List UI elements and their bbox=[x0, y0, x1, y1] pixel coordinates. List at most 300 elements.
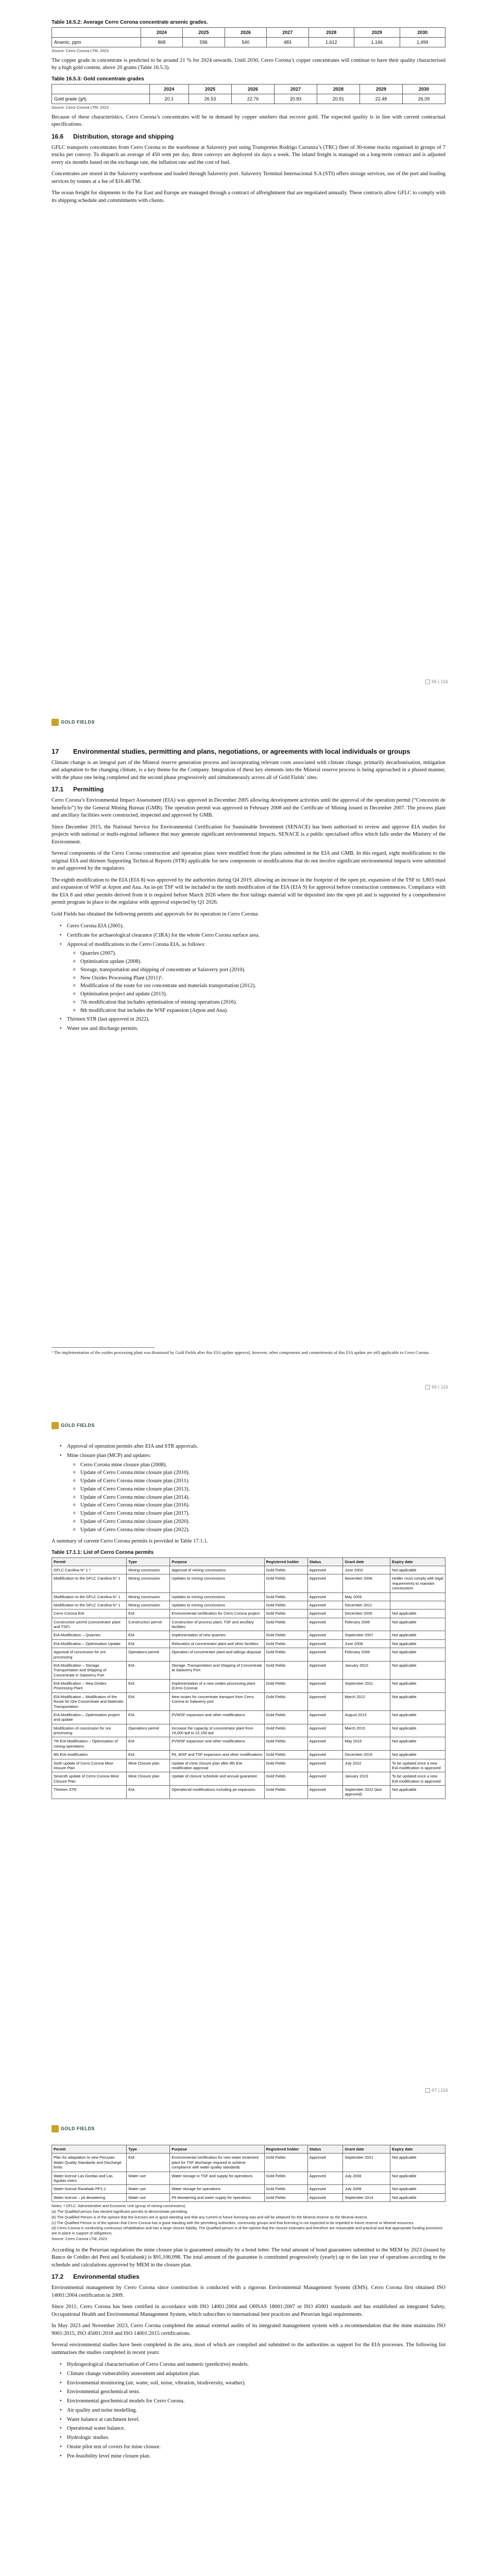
table-cell: 596 bbox=[183, 38, 225, 47]
table-cell: July 2022 bbox=[343, 1759, 390, 1772]
table-cell: EIA bbox=[127, 1710, 170, 1724]
paragraph: Several environmental studies have been completed in the area, most of which are compiled and submitted to the authorities as support for the EIA processes. The following list summarises the studies completed in recent years: bbox=[52, 2342, 445, 2355]
table-cell: Construction of process plant, TSF and ancillary facilities bbox=[170, 1618, 264, 1631]
table-cell: March 2012 bbox=[343, 1692, 390, 1710]
list-item: • Hydrogeological characterisation of Cerro Corona and numeric (predictive) models. bbox=[67, 2361, 445, 2369]
table-cell: December 2011 bbox=[343, 1601, 390, 1609]
table-header-cell: Grant date bbox=[343, 2145, 390, 2154]
table-row bbox=[52, 2154, 445, 2172]
table-cell: Operation of concentrator plant and tailings disposal bbox=[170, 1648, 264, 1662]
table-cell: 1,166 bbox=[354, 38, 400, 47]
paragraph: Climate change is an integral part of the Mineral reserve generation process and incorporating relevant costs associated with climate change, primarily decarbonisation, mitigation and adaptation to the changing climate, is a key theme for the Company. Integration of these key elements into the Mineral reserve process is being approached in a phased manner, with the phase one being completed and the second phase progressively and simultaneously across all of Gold Fields’ sites. bbox=[52, 760, 445, 781]
table-cell: Approved bbox=[307, 1710, 343, 1724]
table-row bbox=[52, 1680, 445, 1693]
table-cell: Not applicable bbox=[390, 1710, 445, 1724]
table-cell: Sixth update of Cerro Corona Mine closure Plan bbox=[52, 1759, 127, 1772]
table-cell: Gold Fields bbox=[264, 1631, 307, 1639]
table-cell: EIA bbox=[127, 1751, 170, 1759]
paragraph: The copper grade in concentrate is predicted to be around 21 % for 2024 onwards. Until 2030, Cerro Corona’s copper concentrates will continue to have their quality characterised by a high gold content, above 20 grams (Table 16.5.3). bbox=[52, 58, 445, 71]
page-4 bbox=[0, 2110, 497, 2576]
list-item: • Onsite pilot test of covers for mine closure. bbox=[67, 2443, 445, 2451]
table-cell: EIA bbox=[127, 1661, 170, 1679]
table-cell: Gold Fields bbox=[264, 2185, 307, 2193]
paragraph: Cerro Corona’s Environmental Impact Assessment (EIA) was approved in December 2005 allowing development activities until the approval of the operation permit (“Concesión de beneficio”) by the General Mining Bureau (GMB). The operation permit was approved in February 2008 and the Certificate of Mining issued in December 2007. The process plant and ancillary facilities were constructed, inspected and approved by GMB. bbox=[52, 798, 445, 819]
table-cell: 1,612 bbox=[309, 38, 354, 47]
table-cell: Gold Fields bbox=[264, 1786, 307, 1799]
sub-list-item: o Update of Cerro Corona mine closure plan (2022). bbox=[80, 1526, 445, 1534]
table-cell: Gold Fields bbox=[264, 1648, 307, 1662]
section-title: Environmental studies bbox=[73, 2273, 140, 2281]
table-cell: 7th EIA Modification – Optimisation of mining operations bbox=[52, 1737, 127, 1751]
table-cell: August 2013 bbox=[343, 1710, 390, 1724]
paragraph: The eighth modification to the EIA (EIA 8) was approved by the authorities during Q4 2019, allowing an increase in the footprint of the open pit, expansion of the TSF to 3,803 masl and expansion of WSF at Arpon and Ana. An in-pit TSF will be included in the ninth modification of the EIA (EIA 9) for approval before construction commences. Compliance with the EIA 8 and other permits derived from it is required before March 2026 where the first tailings material will be deposited into the open pit and is supported by a comprehensive permit program in place to the regulator with approval expected by Q1 2026. bbox=[52, 877, 445, 906]
permits-table bbox=[52, 1557, 445, 1799]
table-cell: Gold Fields bbox=[264, 1661, 307, 1679]
table-cell: Relocation of concentrator plant and other facilities bbox=[170, 1639, 264, 1648]
paragraph: According to the Peruvian regulations the mine closure plan is guaranteed annually by a bond letter. The total amount of bond guarantees submitted to the MEM by 2023 (issued by Banco de Crédito del Perú and Scotiabank) is $91,106,098. The total amount of the guarantee is constituted progressively (yearly) up to the last year of operations according to the schedule and calculations approved by MEM in the closure plan. bbox=[52, 2247, 445, 2268]
table-cell: 20.83 bbox=[274, 94, 317, 104]
table-header-cell: 2026 bbox=[225, 28, 266, 38]
table-cell: Approved bbox=[307, 1566, 343, 1574]
paragraph: GFLC transports concentrates from Cerro Corona to the warehouse at Salaverry port using Transportes Rodrigo Carranza’s (TRC) fleet of 30-tonne trucks organised in groups of 7 trucks per convoy. To dispatch an average of 450 wmt per day, three convoys are deployed six days a week. The inland freight is managed on a long-term contract and is adjusted every six months based on the exchange rate, the inflation rate and the cost of fuel. bbox=[52, 144, 445, 165]
sub-list-item: o 7th modification that includes optimisation of mining operations (2016). bbox=[80, 998, 445, 1007]
table-cell: Water use bbox=[127, 2185, 170, 2193]
table-row bbox=[52, 2193, 445, 2201]
table-cell: EIA Modification – Storage, Transportation and Shipping of Concentrate in Salaverry Port bbox=[52, 1661, 127, 1679]
table-cell: July 2008 bbox=[343, 2172, 390, 2185]
table-row bbox=[52, 2185, 445, 2193]
table-cell: 20.91 bbox=[317, 94, 359, 104]
table-header-cell: 2029 bbox=[354, 28, 400, 38]
table-header-cell: 2025 bbox=[189, 84, 232, 94]
table-cell: Construction permit bbox=[127, 1618, 170, 1631]
table-header-row bbox=[52, 2145, 445, 2154]
brand-mark-icon bbox=[52, 719, 59, 726]
table-cell: Mining concession bbox=[127, 1574, 170, 1592]
sub-list-item: o Optimisation update (2008). bbox=[80, 958, 445, 966]
table-header-cell: 2029 bbox=[359, 84, 402, 94]
table-cell: 868 bbox=[141, 38, 182, 47]
table-note: Source: Cerro Corona LTM, 2023 bbox=[52, 2236, 107, 2242]
table-header-cell: Expiry date bbox=[390, 1557, 445, 1566]
table-header-cell: 2030 bbox=[400, 28, 445, 38]
table-cell: June 2008 bbox=[343, 1639, 390, 1648]
table-header-cell: Type bbox=[127, 1557, 170, 1566]
table-cell: Approved bbox=[307, 1786, 343, 1799]
table-cell: EIA Modification – Optimisation Update bbox=[52, 1639, 127, 1648]
table-cell: Water license Ravelado PP1-1 bbox=[52, 2185, 127, 2193]
table-cell: Updates to mining concessions bbox=[170, 1601, 264, 1609]
table-header-cell: 2028 bbox=[309, 28, 354, 38]
arsenic-table-caption: Table 16.5.2: Average Cerro Corona concentrate arsenic grades. bbox=[52, 20, 208, 25]
list-item: • Cerro Corona EIA (2005). bbox=[67, 922, 445, 930]
table-cell: Gold Fields bbox=[264, 1618, 307, 1631]
table-cell: Not applicable bbox=[390, 1661, 445, 1679]
table-cell: EIA bbox=[127, 1737, 170, 1751]
table-cell: Not applicable bbox=[390, 1786, 445, 1799]
section-heading-16-6 bbox=[52, 133, 445, 140]
table-cell: Gold Fields bbox=[264, 2172, 307, 2185]
table-cell: May 2016 bbox=[343, 1737, 390, 1751]
table-cell: Water use bbox=[127, 2193, 170, 2201]
sub-list-item: o Update of Cerro Corona mine closure plan (2013). bbox=[80, 1485, 445, 1494]
table-cell: Approved bbox=[307, 1609, 343, 1618]
table-cell: Gold Fields bbox=[264, 1680, 307, 1693]
table-cell: Not applicable bbox=[390, 1609, 445, 1618]
section-title: Distribution, storage and shipping bbox=[73, 132, 174, 140]
table-cell: Water license – pit dewatering bbox=[52, 2193, 127, 2201]
table-header-cell: 2027 bbox=[267, 28, 309, 38]
table-cell: Pit, WSF and TSF expansion and other modifications bbox=[170, 1751, 264, 1759]
table-header-row bbox=[52, 1557, 445, 1566]
list-item: • Environmental geochemical models for Cerro Corona. bbox=[67, 2397, 445, 2405]
table-cell: Approval of concession for ore processing bbox=[52, 1648, 127, 1662]
table-cell: Environmental certification for Cerro Corona project bbox=[170, 1609, 264, 1618]
table-cell: 22.76 bbox=[231, 94, 274, 104]
section-number: 17 bbox=[52, 748, 59, 755]
table-cell: December 2005 bbox=[343, 1609, 390, 1618]
table-cell: Pit dewatering and water supply for operations bbox=[170, 2193, 264, 2201]
paragraph: Because of these characteristics, Cerro Corona’s concentrates will be in demand by copper smelters that recover gold. The expected quality is in line with current contractual specifications. bbox=[52, 114, 445, 128]
table-note: (d) Cerro Corona is conducting continuous rehabilitation and has a large closure liability. The Qualified person is of the opinion that the closure estimates and therefore are reasonable and practical and that appropriate funding provisions are in place in support of obligations. bbox=[52, 2226, 443, 2236]
table-cell: Gold Fields bbox=[264, 1566, 307, 1574]
table-row bbox=[52, 1631, 445, 1639]
list-item: • Air quality and noise modelling. bbox=[67, 2406, 445, 2415]
table-header-cell: Registered holder bbox=[264, 2145, 307, 2154]
permits-list-continued bbox=[52, 1443, 445, 1534]
page-square-icon bbox=[425, 2088, 430, 2093]
table-cell: To be updated once a new EIA modification is approved bbox=[390, 1759, 445, 1772]
table-cell: EIA Modification – New Oxides Processing Plant bbox=[52, 1680, 127, 1693]
table-cell: Gold Fields bbox=[264, 2193, 307, 2201]
page-1 bbox=[0, 0, 497, 703]
table-note: (c) The Qualified Person is of the opinion that Cerro Corona has a good standing with the permitting authorities, community groups and that licensing is not expected to be impeded in future reserve or Mineral resources. bbox=[52, 2220, 415, 2225]
table-cell: EIA bbox=[127, 1692, 170, 1710]
table-cell bbox=[390, 1601, 445, 1609]
table-header-cell: Status bbox=[307, 2145, 343, 2154]
section-number: 17.2 bbox=[52, 2273, 64, 2281]
page-2 bbox=[0, 703, 497, 1406]
table-cell: Not applicable bbox=[390, 1737, 445, 1751]
table-cell: EIA Modification – Quarries bbox=[52, 1631, 127, 1639]
table-header-cell: Registered holder bbox=[264, 1557, 307, 1566]
table-cell: Mine Closure plan bbox=[127, 1772, 170, 1786]
table-cell: 540 bbox=[225, 38, 266, 47]
table-cell: 20.1 bbox=[149, 94, 188, 104]
table-row bbox=[52, 1737, 445, 1751]
table-cell: February 2008 bbox=[343, 1648, 390, 1662]
sub-list-item: o Update of Cerro Corona mine closure plan (2014). bbox=[80, 1494, 445, 1502]
table-cell: September 2021 bbox=[343, 2154, 390, 2172]
table-cell: EIA bbox=[127, 1786, 170, 1799]
list-item: • Environmental geochemical tests. bbox=[67, 2388, 445, 2396]
table-header-cell: 2026 bbox=[231, 84, 274, 94]
list-item: • Mine closure plan (MCP) and updates: o Cerro Corona mine closure plan (2008). o Update of Cerro Corona mine closure plan (2010). o Update of Cerro Corona mine closure plan (2011). o Update of Cerro Corona mine closure plan (2013). o Update of Cerro Corona mine closure plan (2014). o Update of Cerro Corona mine closure plan (2016). o Update of Cerro Corona mine closure plan (2017). o Update of Cerro Corona mine closure plan (2020). o Update of Cerro Corona mine closure plan (2022). bbox=[67, 1452, 445, 1534]
sub-list-item: o Storage, transportation and shipping of concentrate at Salaverry port (2010). bbox=[80, 966, 445, 974]
paragraph: Concentrates are stored in the Salaverry warehouse and loaded through Salaverry port. Salaverry Terminal Internacional S.A (STI) offers storage services, use of the port and loading services by tonnes at a fee of $16.48/TM. bbox=[52, 171, 445, 184]
page-3 bbox=[0, 1406, 497, 2110]
table-cell: Increase the capacity of concentrator plant from 19,000 tpd to 22,150 tpd bbox=[170, 1724, 264, 1737]
table-header-cell: Purpose bbox=[170, 1557, 264, 1566]
table-cell: Implementation of new quarries bbox=[170, 1631, 264, 1639]
table-cell: To be updated once a new EIA modification is approved bbox=[390, 1772, 445, 1786]
sub-list-item: o Update of Cerro Corona mine closure plan (2011). bbox=[80, 1477, 445, 1485]
table-cell: EIA bbox=[127, 1631, 170, 1639]
page-number: 67 | 116 bbox=[425, 2088, 448, 2093]
table-cell: Approved bbox=[307, 1601, 343, 1609]
permits-list bbox=[52, 922, 445, 1033]
table-row bbox=[52, 38, 445, 47]
list-item: • Approval of modifications to the Cerro Corona EIA, as follows: o Quarries (2007). o Optimisation update (2008). o Storage, transportation and shipping of concentrate at Salaverry port (2010). o New Oxides Processing Plant (2011)¹. o Modification of the route for ore concentrate and materials transportation (2012). o Optimisation project and update (2013). o 7th modification that includes optimisation of mining operations (2016). o 8th modification that includes the WSF expansion (Arpon and Ana). bbox=[67, 941, 445, 1015]
table-cell: Not applicable bbox=[390, 2172, 445, 2185]
table-cell: Plan for adaptation to new Peruvian Water Quality Standards and Discharge limits bbox=[52, 2154, 127, 2172]
table-cell: Gold Fields bbox=[264, 1692, 307, 1710]
table-cell: Gold Fields bbox=[264, 1710, 307, 1724]
gold-table bbox=[52, 84, 445, 104]
footnote: ¹ The implementation of the oxides processing plant was dismissed by Gold Fields after this EIA update approval, however, other components and commitments of this EIA update are still applicable to Cerro Corona. bbox=[52, 1350, 430, 1355]
table-cell: January 2010 bbox=[343, 1661, 390, 1679]
sub-list bbox=[67, 1461, 445, 1534]
table-header-cell: Permit bbox=[52, 1557, 127, 1566]
table-row bbox=[52, 1592, 445, 1601]
table-cell: Gold Fields bbox=[264, 1609, 307, 1618]
paragraph: Gold Fields has obtained the following permits and approvals for its operation in Cerro Corona: bbox=[52, 911, 259, 917]
sub-list-item: o Cerro Corona mine closure plan (2008). bbox=[80, 1461, 445, 1469]
page-number: 66 | 116 bbox=[425, 1384, 448, 1389]
arsenic-table bbox=[52, 27, 445, 47]
sub-list-item: o Quarries (2007). bbox=[80, 950, 445, 958]
table-cell: EIA bbox=[127, 1609, 170, 1618]
table-cell: 8th EIA modification bbox=[52, 1751, 127, 1759]
table-cell: Not applicable bbox=[390, 1680, 445, 1693]
table-cell: Approved bbox=[307, 1759, 343, 1772]
table-cell: Holder must comply with legal requirements to maintain concessions bbox=[390, 1574, 445, 1592]
table-cell: Water storage in TSF and supply for operations bbox=[170, 2172, 264, 2185]
table-cell: Modification to the GFLC Carolina N° 1 bbox=[52, 1574, 127, 1592]
table-cell: EIA bbox=[127, 1680, 170, 1693]
list-item: • Thirteen STR (last approved in 2022). bbox=[67, 1015, 445, 1024]
gold-table-caption: Table 16.5.3: Gold concentrate grades bbox=[52, 76, 144, 82]
table-cell: Not applicable bbox=[390, 1751, 445, 1759]
table-cell: Approved bbox=[307, 1724, 343, 1737]
table-row bbox=[52, 1786, 445, 1799]
table-cell: Gold Fields bbox=[264, 1737, 307, 1751]
table-cell: Water use bbox=[127, 2172, 170, 2185]
sub-list bbox=[67, 950, 445, 1014]
sub-list-item: o Update of Cerro Corona mine closure plan (2010). bbox=[80, 1469, 445, 1477]
table-note: (b) The Qualified Person is of the opinion that the licenses are in good standing and that any current or future licensing was and will be obtained for the Mineral reserve as the Mineral reserve. bbox=[52, 2214, 368, 2219]
table-cell: Not applicable bbox=[390, 1618, 445, 1631]
table-source: Source: Cerro Corona LTM, 2023 bbox=[52, 48, 109, 53]
table-row bbox=[52, 1759, 445, 1772]
table-cell: Gold grade (g/t) bbox=[52, 94, 150, 104]
table-header-cell: 2024 bbox=[141, 28, 182, 38]
table-cell: Water license Las Gordas and Las Aguilas rivers bbox=[52, 2172, 127, 2185]
list-item: • Hydrologic studies. bbox=[67, 2434, 445, 2442]
table-cell: 22.48 bbox=[359, 94, 402, 104]
table-cell: Not applicable bbox=[390, 1724, 445, 1737]
table-cell: Approved bbox=[307, 2172, 343, 2185]
table-cell: Gold Fields bbox=[264, 1751, 307, 1759]
section-heading-17-1 bbox=[52, 786, 445, 793]
table-cell: Mining concession bbox=[127, 1592, 170, 1601]
table-cell: Approved bbox=[307, 1692, 343, 1710]
table-cell: 483 bbox=[267, 38, 309, 47]
table-cell: Gold Fields bbox=[264, 1772, 307, 1786]
table-header-row bbox=[52, 84, 445, 94]
sub-list-item: o 8th modification that includes the WSF expansion (Arpon and Ana). bbox=[80, 1007, 445, 1015]
sub-list-item: o Modification of the route for ore concentrate and materials transportation (2012). bbox=[80, 982, 445, 990]
table-row bbox=[52, 94, 445, 104]
table-cell: Water storage for operations bbox=[170, 2185, 264, 2193]
table-row bbox=[52, 1601, 445, 1609]
table-cell: Mining concession bbox=[127, 1566, 170, 1574]
table-row bbox=[52, 1648, 445, 1662]
table-notes bbox=[52, 2204, 445, 2242]
table-cell: February 2006 bbox=[343, 1618, 390, 1631]
table-cell: Operations permit bbox=[127, 1724, 170, 1737]
table-row bbox=[52, 1772, 445, 1786]
table-cell: Updates to mining concessions bbox=[170, 1574, 264, 1592]
table-cell: Gold Fields bbox=[264, 1724, 307, 1737]
table-cell: Not applicable bbox=[390, 1648, 445, 1662]
paragraph: Since December 2015, the National Service for Environmental Certification for Sustainable Investment (SENACE) has been authorised to review and approve EIA studies for projects with national or multi-regional influence that may generate significant environmental impacts. SENACE is a public specialised office which falls under the Ministry of the Environment. bbox=[52, 824, 445, 845]
paragraph: Since 2011, Cerro Corona has been certified in accordance with ISO 14001:2004 and OHSAS 18001:2007 or ISO 45001 standards and has established an integrated Safety, Occupational Health and Environmental Management System, which subscribes to international best practices and Peruvian legal requirements. bbox=[52, 2304, 445, 2317]
table-cell: Approved bbox=[307, 1639, 343, 1648]
table-cell: Gold Fields bbox=[264, 1601, 307, 1609]
sub-list-item: o Update of Cerro Corona mine closure plan (2020). bbox=[80, 1518, 445, 1526]
table-row bbox=[52, 1618, 445, 1631]
section-heading-17 bbox=[52, 748, 445, 755]
table-header-cell bbox=[52, 84, 150, 94]
table-cell: Arsenic, ppm bbox=[52, 38, 141, 47]
sub-list-item: o Optimisation project and update (2013). bbox=[80, 990, 445, 998]
table-cell: Construction permit (concentrator plant and TSF) bbox=[52, 1618, 127, 1631]
table-row bbox=[52, 1609, 445, 1618]
section-title: Permitting bbox=[73, 786, 104, 793]
table-row bbox=[52, 1574, 445, 1592]
paragraph: The ocean freight for shipments to the Far East and Europe are managed through a contract of affreightment that are negotiated annually. These contracts allow GFLC to comply with its shipping schedule and commitments with clients. bbox=[52, 190, 445, 204]
table-row bbox=[52, 1710, 445, 1724]
table-header-row bbox=[52, 28, 445, 38]
table-cell: September 2014 bbox=[343, 2193, 390, 2201]
table-cell: Storage, Transportation and Shipping of Concentrate at Salaverry Port bbox=[170, 1661, 264, 1679]
table-cell bbox=[390, 1592, 445, 1601]
list-item: • Certificate for archaeological clearance (CIRA) for the whole Cerro Corona surface area. bbox=[67, 931, 445, 940]
table-header-cell: 2030 bbox=[402, 84, 445, 94]
list-item: • Environmental monitoring (air, water, soil, noise, vibration, biodiversity, weather). bbox=[67, 2379, 445, 2387]
table-cell: Gold Fields bbox=[264, 1759, 307, 1772]
table-cell: Modification to the GFLC Carolina N° 1 bbox=[52, 1601, 127, 1609]
table-cell: Thirteen STR bbox=[52, 1786, 127, 1799]
table-note: (a) The Qualified person has elected significant permits to demonstrate permitting. bbox=[52, 2209, 188, 2214]
table-cell: Approved bbox=[307, 1631, 343, 1639]
list-item: • Pre-feasibility level mine closure plan. bbox=[67, 2452, 445, 2461]
table-cell: Not applicable bbox=[390, 1566, 445, 1574]
table-cell: Not applicable bbox=[390, 2185, 445, 2193]
table-cell: Cerro Corona EIA bbox=[52, 1609, 127, 1618]
table-header-cell: Type bbox=[127, 2145, 170, 2154]
table-cell: GFLC Carolina N° 1 ᵃ bbox=[52, 1566, 127, 1574]
table-cell: Operations permit bbox=[127, 1648, 170, 1662]
permits-table-continued bbox=[52, 2145, 445, 2202]
brand-logo: GOLD FIELDS bbox=[52, 2125, 95, 2132]
table-cell: PVWSF expansion and other modifications bbox=[170, 1737, 264, 1751]
table-cell: November 2006 bbox=[343, 1574, 390, 1592]
table-note: Notes: ᵃ GFLC: Administrative and Economic Unit (group of mining concessions). bbox=[52, 2204, 186, 2208]
table-cell: 26.09 bbox=[402, 94, 445, 104]
table-header-cell bbox=[52, 28, 141, 38]
table-cell: Modification to the GFLC Carolina N° 1 bbox=[52, 1592, 127, 1601]
table-cell: Approved bbox=[307, 2154, 343, 2172]
table-header-cell: 2028 bbox=[317, 84, 359, 94]
footnote-divider bbox=[52, 1347, 155, 1348]
table-cell: EIA Modification – Optimisation project and update bbox=[52, 1710, 127, 1724]
table-cell: Approved bbox=[307, 1772, 343, 1786]
table-cell: Approved bbox=[307, 1648, 343, 1662]
table-cell: Mine Closure plan bbox=[127, 1759, 170, 1772]
table-cell: June 2003 bbox=[343, 1566, 390, 1574]
table-cell: Updates to mining concessions bbox=[170, 1592, 264, 1601]
table-cell: Approved bbox=[307, 1661, 343, 1679]
table-cell: Approved bbox=[307, 1751, 343, 1759]
table-cell: Gold Fields bbox=[264, 2154, 307, 2172]
table-cell: January 2023 bbox=[343, 1772, 390, 1786]
table-cell: Gold Fields bbox=[264, 1639, 307, 1648]
table-cell: September 2007 bbox=[343, 1631, 390, 1639]
page-square-icon bbox=[425, 1385, 430, 1389]
table-cell: PVWSF expansion and other modifications bbox=[170, 1710, 264, 1724]
paragraph: Environmental management by Cerro Corona since construction is conducted with a rigorous Environmental Management System (EMS). Cerro Corona first obtained ISO 14001:2004 certification in 2009. bbox=[52, 2285, 445, 2298]
table-cell: Not applicable bbox=[390, 2154, 445, 2172]
table-cell: Approved bbox=[307, 1618, 343, 1631]
table-cell: Gold Fields bbox=[264, 1574, 307, 1592]
table-cell: Update of mine closure plan after 8th EIA modification approval bbox=[170, 1759, 264, 1772]
table-header-cell: Purpose bbox=[170, 2145, 264, 2154]
table-cell: EIA bbox=[127, 1639, 170, 1648]
table-source: Source: Cerro Corona LTM, 2023 bbox=[52, 105, 109, 110]
table-row bbox=[52, 1661, 445, 1679]
table-row bbox=[52, 1566, 445, 1574]
table-cell: 26.53 bbox=[189, 94, 232, 104]
table-cell: Update of closure schedule and annual guarantee bbox=[170, 1772, 264, 1786]
table-row bbox=[52, 1724, 445, 1737]
table-cell: New routes for concentrate transport from Cerro Corona to Salaverry port bbox=[170, 1692, 264, 1710]
table-header-cell: Status bbox=[307, 1557, 343, 1566]
table-cell: December 2019 bbox=[343, 1751, 390, 1759]
table-cell: September 2011 bbox=[343, 1680, 390, 1693]
paragraph: A summary of current Cerro Corona permits is provided in Table 17.1.1. bbox=[52, 1538, 209, 1545]
table-cell: Not applicable bbox=[390, 2193, 445, 2201]
table-cell: Approved bbox=[307, 1592, 343, 1601]
table-cell: Operational modifications including pit expansion bbox=[170, 1786, 264, 1799]
sub-list-item: o Update of Cerro Corona mine closure plan (2017). bbox=[80, 1510, 445, 1518]
table-row bbox=[52, 1692, 445, 1710]
table-cell: Seventh update of Cerro Corona Mine Closure Plan bbox=[52, 1772, 127, 1786]
table-cell: Not applicable bbox=[390, 1639, 445, 1648]
table-cell: Approved bbox=[307, 2185, 343, 2193]
table-cell: Mining concession bbox=[127, 1601, 170, 1609]
table-cell: Approved bbox=[307, 2193, 343, 2201]
page-number: 65 | 116 bbox=[425, 679, 448, 684]
table-row bbox=[52, 1639, 445, 1648]
table-cell: Approved bbox=[307, 1680, 343, 1693]
table-cell: Gold Fields bbox=[264, 1592, 307, 1601]
section-title: Environmental studies, permitting and plans, negotiations, or agreements with local individuals or groups bbox=[73, 748, 410, 755]
table-cell: September 2022 (last approved) bbox=[343, 1786, 390, 1799]
table-row bbox=[52, 2172, 445, 2185]
table-cell: EIA Modification – Modification of the Route for Ore Concentrate and Materials Transportation bbox=[52, 1692, 127, 1710]
